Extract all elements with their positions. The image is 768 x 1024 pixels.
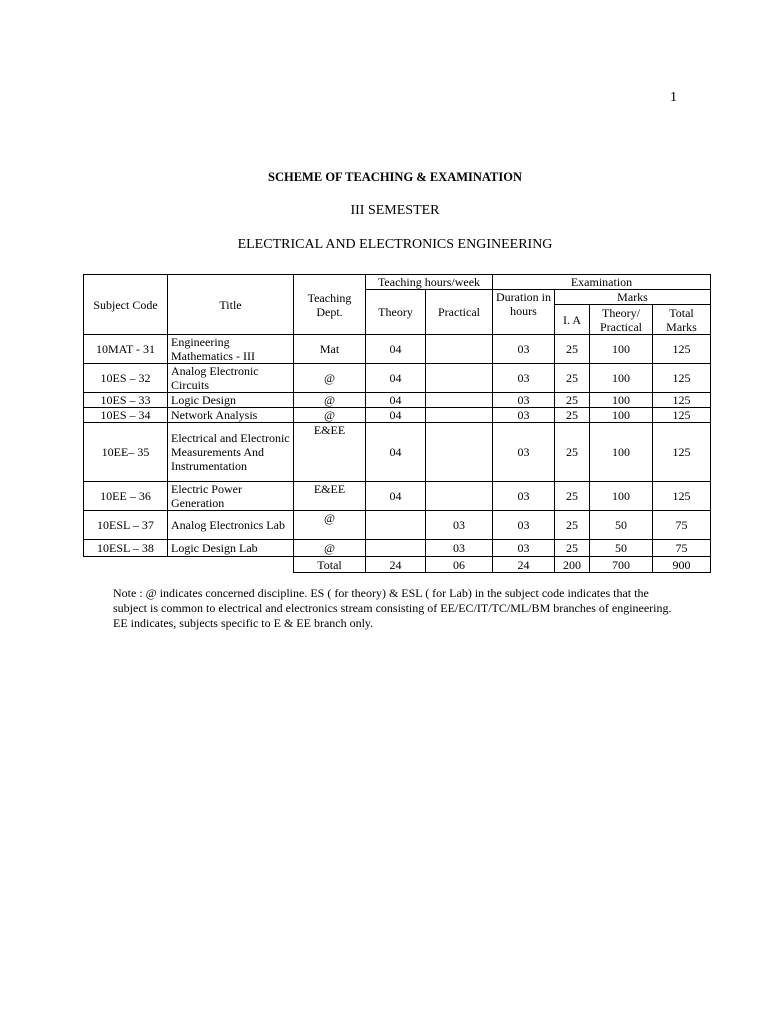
practical-cell	[426, 393, 493, 408]
header-marks: Marks	[555, 290, 711, 305]
total-theory: 24	[366, 557, 426, 573]
total-label: Total	[294, 557, 366, 573]
total-marks-cell: 125	[653, 335, 711, 364]
table-row	[84, 540, 711, 557]
duration-cell: 03	[493, 482, 555, 511]
dept-cell: @	[294, 364, 366, 393]
footnote: Note : @ indicates concerned discipline. ES ( for theory) & ESL ( for Lab) in the subject code indicates that the subject is common to electrical and electronics stream consisting of EE/EC/IT/TC/ML/BM branches of engineering. EE indicates, subjects specific to E & EE branch only.	[113, 586, 672, 630]
title-cell: Analog Electronics Lab	[168, 511, 294, 540]
ia-cell: 25	[555, 393, 590, 408]
ia-cell: 25	[555, 335, 590, 364]
table-row	[84, 393, 711, 408]
dept-cell: Mat	[294, 335, 366, 364]
table-row	[84, 364, 711, 393]
ia-cell: 25	[555, 511, 590, 540]
subject-code-cell: 10ESL – 38	[84, 540, 168, 557]
theory-practical-cell: 50	[590, 540, 653, 557]
dept-cell: @	[294, 393, 366, 408]
header-duration: Duration in hours	[493, 290, 555, 335]
ia-cell: 25	[555, 423, 590, 482]
subject-code-cell: 10EE – 36	[84, 482, 168, 511]
total-row	[84, 557, 711, 573]
total-ia: 200	[555, 557, 590, 573]
table-row	[84, 423, 711, 482]
title-cell: Engineering Mathematics - III	[168, 335, 294, 364]
table-row	[84, 408, 711, 423]
title-cell: Analog Electronic Circuits	[168, 364, 294, 393]
dept-cell: @	[294, 408, 366, 423]
subject-code-cell: 10ES – 33	[84, 393, 168, 408]
total-marks-cell: 75	[653, 540, 711, 557]
total-marks-cell: 125	[653, 364, 711, 393]
subject-code-cell: 10MAT - 31	[84, 335, 168, 364]
branch-heading: ELECTRICAL AND ELECTRONICS ENGINEERING	[237, 237, 553, 252]
total-marks-cell: 75	[653, 511, 711, 540]
duration-cell: 03	[493, 364, 555, 393]
theory-cell: 04	[366, 393, 426, 408]
subject-code-cell: 10ES – 34	[84, 408, 168, 423]
total-marks-cell: 125	[653, 482, 711, 511]
practical-cell	[426, 482, 493, 511]
title-cell: Logic Design	[168, 393, 294, 408]
theory-practical-cell: 100	[590, 364, 653, 393]
theory-cell: 04	[366, 364, 426, 393]
practical-cell: 03	[426, 511, 493, 540]
dept-cell: @	[294, 540, 366, 557]
header-theory: Theory	[366, 290, 426, 335]
duration-cell: 03	[493, 511, 555, 540]
ia-cell: 25	[555, 364, 590, 393]
scheme-table	[83, 274, 711, 573]
subject-code-cell: 10ESL – 37	[84, 511, 168, 540]
header-subject-code: Subject Code	[84, 275, 168, 335]
header-examination: Examination	[493, 275, 711, 290]
total-marks: 900	[653, 557, 711, 573]
document-heading: SCHEME OF TEACHING & EXAMINATION	[268, 170, 522, 184]
dept-cell: @	[294, 511, 366, 540]
theory-cell	[366, 511, 426, 540]
ia-cell: 25	[555, 408, 590, 423]
theory-cell: 04	[366, 423, 426, 482]
title-cell: Logic Design Lab	[168, 540, 294, 557]
header-ia: I. A	[555, 305, 590, 335]
title-cell: Electric Power Generation	[168, 482, 294, 511]
practical-cell	[426, 423, 493, 482]
semester-heading: III SEMESTER	[350, 203, 440, 218]
header-teaching-hours: Teaching hours/week	[366, 275, 493, 290]
theory-practical-cell: 100	[590, 482, 653, 511]
dept-cell: E&EE	[294, 423, 366, 482]
header-title: Title	[168, 275, 294, 335]
practical-cell	[426, 364, 493, 393]
subject-code-cell: 10EE– 35	[84, 423, 168, 482]
total-duration: 24	[493, 557, 555, 573]
practical-cell: 03	[426, 540, 493, 557]
theory-practical-cell: 50	[590, 511, 653, 540]
table-row	[84, 511, 711, 540]
table-row	[84, 335, 711, 364]
title-cell: Electrical and Electronic Measurements And Instrumentation	[168, 423, 294, 482]
page-number: 1	[670, 90, 677, 105]
theory-cell: 04	[366, 335, 426, 364]
subject-code-cell: 10ES – 32	[84, 364, 168, 393]
header-teaching-dept: Teaching Dept.	[294, 275, 366, 335]
duration-cell: 03	[493, 408, 555, 423]
practical-cell	[426, 335, 493, 364]
table-row	[84, 482, 711, 511]
theory-cell: 04	[366, 482, 426, 511]
total-marks-cell: 125	[653, 408, 711, 423]
header-total-marks: Total Marks	[653, 305, 711, 335]
theory-practical-cell: 100	[590, 408, 653, 423]
total-marks-cell: 125	[653, 423, 711, 482]
duration-cell: 03	[493, 393, 555, 408]
header-practical: Practical	[426, 290, 493, 335]
theory-practical-cell: 100	[590, 393, 653, 408]
duration-cell: 03	[493, 335, 555, 364]
theory-cell: 04	[366, 408, 426, 423]
ia-cell: 25	[555, 482, 590, 511]
blank-cell	[84, 557, 294, 573]
header-theory-practical: Theory/ Practical	[590, 305, 653, 335]
theory-practical-cell: 100	[590, 335, 653, 364]
total-marks-cell: 125	[653, 393, 711, 408]
total-practical: 06	[426, 557, 493, 573]
practical-cell	[426, 408, 493, 423]
theory-cell	[366, 540, 426, 557]
duration-cell: 03	[493, 540, 555, 557]
title-cell: Network Analysis	[168, 408, 294, 423]
theory-practical-cell: 100	[590, 423, 653, 482]
dept-cell: E&EE	[294, 482, 366, 511]
ia-cell: 25	[555, 540, 590, 557]
duration-cell: 03	[493, 423, 555, 482]
total-theory-practical: 700	[590, 557, 653, 573]
